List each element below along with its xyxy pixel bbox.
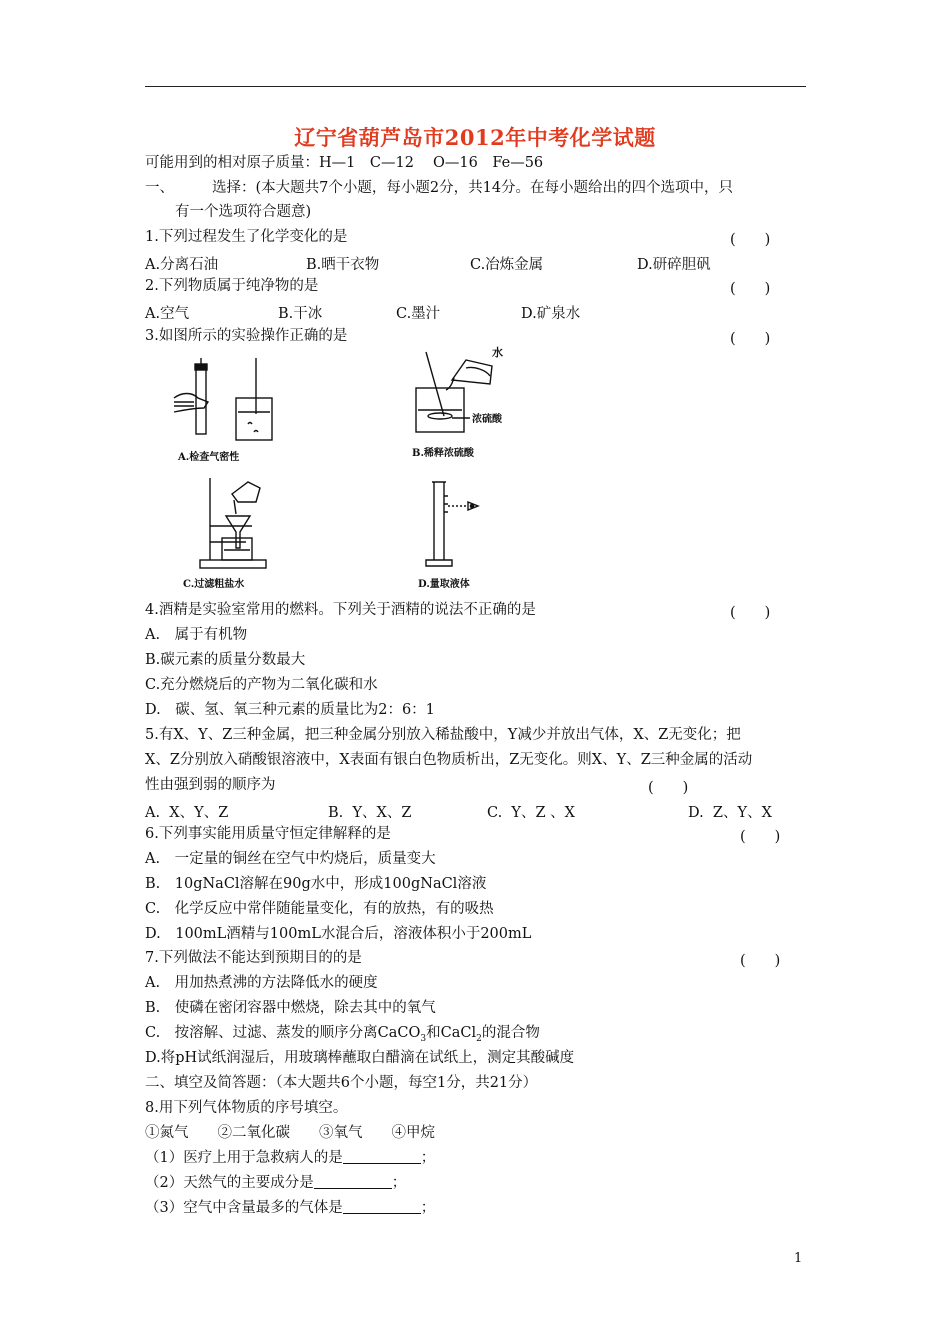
q1-option-c: C.冶炼金属 (470, 257, 544, 273)
q5-answer-paren: ( ) (648, 780, 689, 796)
q1-option-d: D.研碎胆矾 (637, 257, 711, 273)
q8-options: ①氮气 ②二氧化碳 ③氧气 ④甲烷 (145, 1125, 435, 1141)
figure-c-filtration (194, 474, 284, 574)
q6-stem: 6.下列事实能用质量守恒定律解释的是 (145, 826, 391, 842)
q8-sub3: （3）空气中含量最多的气体是 ； (145, 1200, 436, 1216)
q4-option-a: A. 属于有机物 (145, 627, 248, 643)
q4-stem: 4.酒精是实验室常用的燃料。下列关于酒精的说法不正确的是 (145, 602, 536, 618)
q8-blank-3[interactable] (343, 1199, 421, 1214)
page-number: 1 (794, 1251, 803, 1266)
header-rule (145, 86, 806, 87)
figure-b-acid-label: 浓硫酸 (472, 414, 502, 425)
q5-stem-line1: 5.有X、Y、Z三种金属，把三种金属分别放入稀盐酸中，Y减少并放出气体，X、Z无变化；把 (145, 727, 741, 743)
q8-sub1: （1）医疗上用于急救病人的是 ； (145, 1150, 436, 1166)
q6-option-a: A. 一定量的铜丝在空气中灼烧后，质量变大 (145, 851, 436, 867)
q4-option-d: D. 碳、氢、氧三种元素的质量比为2：6：1 (145, 702, 435, 718)
q7-option-c: C. 按溶解、过滤、蒸发的顺序分离CaCO$_3$和CaCl$_2$的混合物 (145, 1025, 540, 1044)
section2-heading: 二、填空及简答题：（本大题共6个小题，每空1分，共21分） (145, 1075, 538, 1091)
section1-heading: 选择：(本大题共7个小题，每小题2分，共14分。在每小题给出的四个选项中，只 (212, 180, 734, 196)
q8-sub2: （2）天然气的主要成分是 ； (145, 1175, 407, 1191)
q5-option-a: A. X、Y、Z (145, 805, 229, 821)
q6-answer-paren: ( ) (740, 829, 781, 845)
q7-stem: 7.下列做法不能达到预期目的的是 (145, 950, 362, 966)
q2-answer-paren: ( ) (730, 281, 771, 297)
figure-d-measuring (420, 476, 490, 574)
q2-option-a: A.空气 (145, 306, 190, 322)
atomic-mass-line: 可能用到的相对原子质量：H—1 C—12 O—16 Fe—56 (145, 155, 544, 171)
section1-heading-cont: 有一个选项符合题意) (175, 204, 312, 220)
q4-option-c: C.充分燃烧后的产物为二氧化碳和水 (145, 677, 378, 693)
figure-d-caption: D.量取液体 (418, 579, 470, 590)
q7-answer-paren: ( ) (740, 953, 781, 969)
q7-option-b: B. 使磷在密闭容器中燃烧，除去其中的氧气 (145, 1000, 436, 1016)
q2-option-c: C.墨汁 (396, 306, 441, 322)
figure-a-airtightness (168, 358, 278, 446)
q2-option-b: B.干冰 (278, 306, 323, 322)
q5-stem-line2: X、Z分别放入硝酸银溶液中，X表面有银白色物质析出，Z无变化。则X、Y、Z三种金属的活动 (145, 752, 753, 768)
q5-option-c: C. Y、Z 、X (487, 805, 575, 821)
q7-option-a: A. 用加热煮沸的方法降低水的硬度 (145, 975, 378, 991)
q3-stem: 3.如图所示的实验操作正确的是 (145, 328, 348, 344)
page-title: 辽宁省葫芦岛市2012年中考化学试题 (294, 125, 656, 150)
q4-option-b: B.碳元素的质量分数最大 (145, 652, 306, 668)
q2-stem: 2.下列物质属于纯净物的是 (145, 278, 319, 294)
q6-option-d: D. 100mL酒精与100mL水混合后，溶液体积小于200mL (145, 926, 532, 942)
q4-answer-paren: ( ) (730, 605, 771, 621)
figure-b-caption: B.稀释浓硫酸 (412, 448, 474, 459)
q5-stem-line3: 性由强到弱的顺序为 (145, 777, 276, 793)
figure-b-dilution (406, 344, 516, 444)
figure-c-caption: C.过滤粗盐水 (183, 579, 245, 590)
q2-option-d: D.矿泉水 (521, 306, 581, 322)
q8-blank-1[interactable] (343, 1149, 421, 1164)
q1-option-b: B.晒干衣物 (306, 257, 380, 273)
q5-option-b: B. Y、X、Z (328, 805, 412, 821)
q8-blank-2[interactable] (314, 1174, 392, 1189)
q1-option-a: A.分离石油 (145, 257, 219, 273)
q3-answer-paren: ( ) (730, 331, 771, 347)
q1-answer-paren: ( ) (730, 232, 771, 248)
q6-option-b: B. 10gNaCl溶解在90g水中，形成100gNaCl溶液 (145, 876, 487, 892)
section1-number: 一、 (145, 180, 174, 196)
q5-option-d: D. Z、Y、X (688, 805, 772, 821)
figure-a-caption: A.检查气密性 (178, 452, 240, 463)
figure-b-water-label: 水 (492, 346, 503, 359)
q7-option-d: D.将pH试纸润湿后，用玻璃棒蘸取白醋滴在试纸上，测定其酸碱度 (145, 1050, 575, 1066)
q8-stem: 8.用下列气体物质的序号填空。 (145, 1100, 348, 1116)
q6-option-c: C. 化学反应中常伴随能量变化，有的放热，有的吸热 (145, 901, 494, 917)
q1-stem: 1.下列过程发生了化学变化的是 (145, 229, 348, 245)
